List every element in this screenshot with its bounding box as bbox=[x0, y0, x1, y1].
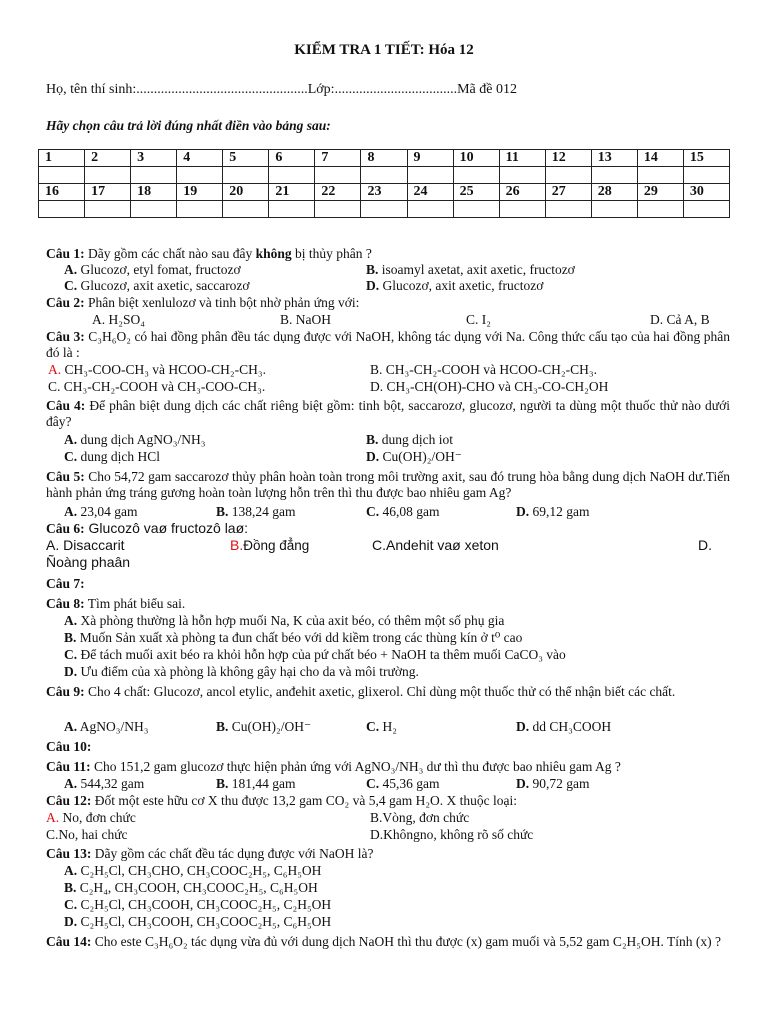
question-3: Câu 3: C₃H₆O₂ có hai đồng phân đều tác dụng được với NaOH, không tác dụng với Na. Công thức cấu tạo của hai đồng phân đó là : bbox=[46, 329, 730, 360]
answer-cell[interactable] bbox=[407, 201, 453, 218]
answer-grid-number: 8 bbox=[361, 150, 407, 167]
student-info-line: Họ, tên thí sinh:.................................................Lớp:...................................Mã đề 012 bbox=[46, 82, 517, 97]
answer-cell[interactable] bbox=[223, 167, 269, 184]
q2-option-d: D. Cả A, B bbox=[650, 312, 710, 327]
q3-option-c: C. CH₃-CH₂-COOH và CH₃-COO-CH₃. bbox=[48, 379, 266, 394]
answer-grid-number: 25 bbox=[453, 184, 499, 201]
q5-option-b: B. 138,24 gam bbox=[216, 504, 296, 519]
question-label: Câu 1: bbox=[46, 246, 85, 261]
q2-option-c: C. I₂ bbox=[466, 312, 491, 327]
answer-cell[interactable] bbox=[315, 201, 361, 218]
answer-cell[interactable] bbox=[269, 167, 315, 184]
q1-option-d: D. Glucozơ, axit axetic, fructozơ bbox=[366, 278, 544, 293]
q4-option-b: B. dung dịch iot bbox=[366, 432, 454, 447]
q9-option-c: C. H₂ bbox=[366, 719, 397, 734]
answer-cell[interactable] bbox=[131, 167, 177, 184]
answer-grid-number: 17 bbox=[85, 184, 131, 201]
q4-option-d: D. Cu(OH)₂/OH⁻ bbox=[366, 449, 462, 464]
answer-grid-number: 24 bbox=[407, 184, 453, 201]
q8-option-a: A. Xà phòng thường là hỗn hợp muối Na, K của axit béo, có thêm một số phụ gia bbox=[64, 613, 505, 628]
answer-cell[interactable] bbox=[361, 167, 407, 184]
answer-cell[interactable] bbox=[177, 201, 223, 218]
q3-option-b: B. CH₃-CH₂-COOH và HCOO-CH₂-CH₃. bbox=[370, 362, 597, 377]
answer-cell[interactable] bbox=[637, 201, 683, 218]
q9-option-d: D. dd CH₃COOH bbox=[516, 719, 612, 734]
answer-grid-number: 13 bbox=[591, 150, 637, 167]
answer-cell[interactable] bbox=[545, 167, 591, 184]
answer-grid-number: 7 bbox=[315, 150, 361, 167]
q4-option-a: A. dung dịch AgNO₃/NH₃ bbox=[64, 432, 206, 447]
answer-cell[interactable] bbox=[177, 167, 223, 184]
answer-grid-number: 4 bbox=[177, 150, 223, 167]
answer-cell[interactable] bbox=[683, 167, 729, 184]
question-14: Câu 14: Cho este C₃H₆O₂ tác dụng vừa đủ với dung dịch NaOH thì thu được (x) gam muối và 5,52 gam C₂H₅OH. Tính (x) ? bbox=[46, 934, 721, 949]
answer-grid-number: 22 bbox=[315, 184, 361, 201]
answer-cell[interactable] bbox=[407, 167, 453, 184]
answer-grid-blank-row-1 bbox=[39, 167, 730, 184]
question-8: Câu 8: Tìm phát biểu sai. bbox=[46, 596, 186, 611]
answer-grid-number: 16 bbox=[39, 184, 85, 201]
answer-cell[interactable] bbox=[591, 167, 637, 184]
answer-cell[interactable] bbox=[453, 167, 499, 184]
answer-grid bbox=[38, 149, 730, 218]
answer-cell[interactable] bbox=[39, 167, 85, 184]
q8-option-b: B. Muốn Sản xuất xà phòng ta đun chất béo với dd kiềm trong các thùng kín ở t⁰ cao bbox=[64, 630, 523, 645]
q4-option-c: C. dung dịch HCl bbox=[64, 449, 160, 464]
answer-cell[interactable] bbox=[223, 201, 269, 218]
question-5: Câu 5: Cho 54,72 gam saccarozơ thủy phân hoàn toàn trong môi trường axit, sau đó trung hòa bằng dung dịch NaOH dư.Tiến hành phản ứng tráng gương hoàn toàn lượng hỗn trên thì thu được bao nhiêu gam Ag? bbox=[46, 469, 730, 500]
question-11: Câu 11: Cho 151,2 gam glucozơ thực hiện phản ứng với AgNO₃/NH₃ dư thì thu được bao nhiêu gam Ag ? bbox=[46, 759, 621, 774]
answer-grid-number: 9 bbox=[407, 150, 453, 167]
q9-option-b: B. Cu(OH)₂/OH⁻ bbox=[216, 719, 312, 734]
answer-grid-number: 5 bbox=[223, 150, 269, 167]
answer-grid-number: 15 bbox=[683, 150, 729, 167]
answer-grid-number: 27 bbox=[545, 184, 591, 201]
q3-option-a: A. CH₃-COO-CH₃ và HCOO-CH₂-CH₃. bbox=[48, 362, 266, 377]
answer-grid-number: 23 bbox=[361, 184, 407, 201]
question-12: Câu 12: Đốt một este hữu cơ X thu được 13,2 gam CO₂ và 5,4 gam H₂O. X thuộc loại: bbox=[46, 793, 518, 808]
q6-option-c: C.Andehit vaø xeton bbox=[372, 537, 499, 553]
answer-grid-number: 18 bbox=[131, 184, 177, 201]
answer-grid-number: 30 bbox=[683, 184, 729, 201]
answer-grid-number: 26 bbox=[499, 184, 545, 201]
question-9: Câu 9: Cho 4 chất: Glucozơ, ancol etylic, anđehit axetic, glixerol. Chỉ dùng một thuốc thử có thể nhận biết các chất. bbox=[46, 684, 676, 699]
q5-option-c: C. 46,08 gam bbox=[366, 504, 440, 519]
q8-option-c: C. Để tách muối axit béo ra khỏi hỗn hợp của pứ chất béo + NaOH ta thêm muối CaCO₃ vào bbox=[64, 647, 566, 662]
answer-cell[interactable] bbox=[545, 201, 591, 218]
q6-option-d-text: Ñoàng phaân bbox=[46, 554, 131, 570]
q6-option-b: B.Đồng đẳng bbox=[230, 537, 310, 553]
q5-option-a: A. 23,04 gam bbox=[64, 504, 138, 519]
question-4: Câu 4: Để phân biệt dung dịch các chất riêng biệt gồm: tinh bột, saccarozơ, glucozơ, người ta dùng một thuốc thử nào dưới đây? bbox=[46, 398, 730, 429]
answer-cell[interactable] bbox=[315, 167, 361, 184]
q1-option-a: A. Glucozơ, etyl fomat, fructozơ bbox=[64, 262, 241, 277]
answer-cell[interactable] bbox=[361, 201, 407, 218]
answer-grid-number: 12 bbox=[545, 150, 591, 167]
page-title: KIỂM TRA 1 TIẾT: Hóa 12 bbox=[294, 42, 474, 58]
q1-option-c: C. Glucozơ, axit axetic, saccarozơ bbox=[64, 278, 250, 293]
answer-grid-number: 20 bbox=[223, 184, 269, 201]
instruction: Hãy chọn câu trả lời đúng nhất điền vào bảng sau: bbox=[46, 118, 331, 133]
answer-cell[interactable] bbox=[683, 201, 729, 218]
answer-grid-number: 19 bbox=[177, 184, 223, 201]
q13-option-b: B. C₂H₄, CH₃COOH, CH₃COOC₂H₅, C₆H₅OH bbox=[64, 880, 318, 895]
answer-cell[interactable] bbox=[85, 201, 131, 218]
q11-option-a: A. 544,32 gam bbox=[64, 776, 145, 791]
q13-option-c: C. C₂H₅Cl, CH₃COOH, CH₃COOC₂H₅, C₂H₅OH bbox=[64, 897, 332, 912]
answer-grid-number: 29 bbox=[637, 184, 683, 201]
answer-cell[interactable] bbox=[591, 201, 637, 218]
answer-grid-number: 11 bbox=[499, 150, 545, 167]
answer-cell[interactable] bbox=[499, 201, 545, 218]
answer-grid-number: 10 bbox=[453, 150, 499, 167]
q2-option-b: B. NaOH bbox=[280, 312, 331, 327]
q2-option-a: A. H₂SO₄ bbox=[92, 312, 145, 327]
question-10: Câu 10: bbox=[46, 739, 92, 754]
answer-grid-number: 21 bbox=[269, 184, 315, 201]
question-2: Câu 2: Phân biệt xenlulozơ và tinh bột nhờ phản ứng với: bbox=[46, 295, 360, 310]
answer-grid-number: 14 bbox=[637, 150, 683, 167]
q5-option-d: D. 69,12 gam bbox=[516, 504, 590, 519]
question-13: Câu 13: Dãy gồm các chất đều tác dụng được với NaOH là? bbox=[46, 846, 374, 861]
question-1: Câu 1: Dãy gồm các chất nào sau đây không bị thủy phân ? bbox=[46, 246, 372, 261]
answer-cell[interactable] bbox=[85, 167, 131, 184]
q6-option-d-letter: D. bbox=[698, 537, 712, 553]
q13-option-a: A. C₂H₅Cl, CH₃CHO, CH₃COOC₂H₅, C₆H₅OH bbox=[64, 863, 322, 878]
q3-option-d: D. CH₃-CH(OH)-CHO và CH₃-CO-CH₂OH bbox=[370, 379, 609, 394]
answer-grid-blank-row-2 bbox=[39, 201, 730, 218]
answer-cell[interactable] bbox=[637, 167, 683, 184]
q8-option-d: D. Ưu điểm của xà phòng là không gây hại cho da và môi trường. bbox=[64, 664, 419, 679]
q11-option-d: D. 90,72 gam bbox=[516, 776, 590, 791]
answer-cell[interactable] bbox=[269, 201, 315, 218]
q13-option-d: D. C₂H₅Cl, CH₃COOH, CH₃COOC₂H₅, C₆H₅OH bbox=[64, 914, 332, 929]
answer-grid-number: 1 bbox=[39, 150, 85, 167]
q12-option-a: A. No, đơn chức bbox=[46, 810, 136, 825]
q1-option-b: B. isoamyl axetat, axit axetic, fructozơ bbox=[366, 262, 575, 277]
q6-option-a: A. Disaccarit bbox=[46, 537, 125, 553]
answer-grid-number: 6 bbox=[269, 150, 315, 167]
q12-option-c: C.No, hai chức bbox=[46, 827, 128, 842]
question-7: Câu 7: bbox=[46, 576, 85, 591]
answer-cell[interactable] bbox=[453, 201, 499, 218]
answer-cell[interactable] bbox=[131, 201, 177, 218]
answer-grid-number-row-1 bbox=[39, 150, 730, 167]
answer-grid-number: 28 bbox=[591, 184, 637, 201]
question-6: Câu 6: Glucozô vaø fructozô laø: bbox=[46, 520, 249, 536]
q12-option-d: D.Khôngno, không rõ số chức bbox=[370, 827, 534, 842]
answer-cell[interactable] bbox=[39, 201, 85, 218]
q9-option-a: A. AgNO₃/NH₃ bbox=[64, 719, 149, 734]
q11-option-c: C. 45,36 gam bbox=[366, 776, 440, 791]
answer-grid-number-row-2 bbox=[39, 184, 730, 201]
answer-grid-number: 2 bbox=[85, 150, 131, 167]
answer-grid-number: 3 bbox=[131, 150, 177, 167]
q11-option-b: B. 181,44 gam bbox=[216, 776, 296, 791]
q12-option-b: B.Vòng, đơn chức bbox=[370, 810, 470, 825]
answer-cell[interactable] bbox=[499, 167, 545, 184]
